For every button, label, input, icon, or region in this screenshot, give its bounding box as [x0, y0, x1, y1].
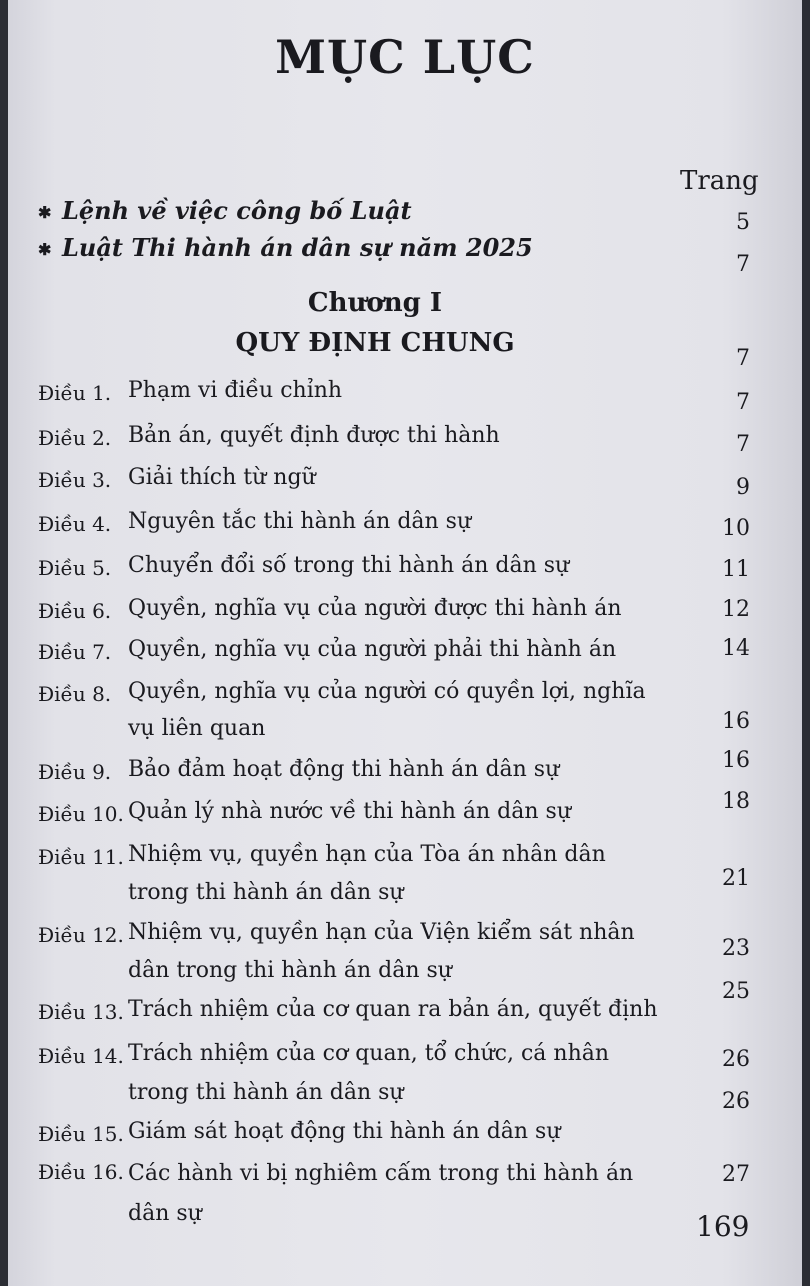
- article-page: 18: [722, 789, 750, 814]
- entry-text: Lệnh về việc công bố Luật: [62, 196, 412, 225]
- article-page: 14: [722, 636, 750, 661]
- page-number: 169: [696, 1210, 750, 1243]
- page-column-label: Trang: [680, 166, 759, 196]
- article-page: 27: [722, 1162, 750, 1187]
- article-page: 7: [736, 432, 750, 457]
- article-number: Điều 11.: [38, 845, 124, 869]
- article-page: 26: [722, 1089, 750, 1114]
- article-title-continued: dân trong thi hành án dân sự: [128, 958, 452, 983]
- chapter-page: 7: [736, 346, 750, 371]
- article-page: 16: [722, 748, 750, 773]
- article-title: Các hành vi bị nghiêm cấm trong thi hành án: [128, 1161, 634, 1186]
- chapter-title: QUY ĐỊNH CHUNG: [235, 328, 515, 358]
- article-page: 25: [722, 979, 750, 1004]
- article-title: Quản lý nhà nước về thi hành án dân sự: [128, 799, 571, 824]
- article-number: Điều 10.: [38, 802, 124, 826]
- article-number: Điều 7.: [38, 640, 112, 664]
- article-title: Giám sát hoạt động thi hành án dân sự: [128, 1119, 561, 1144]
- article-number: Điều 5.: [38, 556, 112, 580]
- article-number: Điều 2.: [38, 426, 112, 450]
- article-title: Trách nhiệm của cơ quan ra bản án, quyết định: [128, 997, 658, 1022]
- article-page: 12: [722, 597, 750, 622]
- page-title: MỤC LỤC: [275, 30, 535, 84]
- article-page: 23: [722, 936, 750, 961]
- article-number: Điều 6.: [38, 599, 112, 623]
- article-page: 10: [722, 516, 750, 541]
- article-page: 21: [722, 866, 750, 891]
- article-number: Điều 14.: [38, 1044, 124, 1068]
- article-title: Nhiệm vụ, quyền hạn của Viện kiểm sát nhân: [128, 920, 635, 945]
- article-number: Điều 13.: [38, 1000, 124, 1024]
- chapter-label: Chương I: [307, 288, 443, 318]
- article-number: Điều 16.: [38, 1160, 124, 1184]
- article-title-continued: vụ liên quan: [128, 716, 266, 741]
- article-title: Quyền, nghĩa vụ của người có quyền lợi, nghĩa: [128, 679, 646, 704]
- article-title: Giải thích từ ngữ: [128, 465, 316, 490]
- article-title: Nhiệm vụ, quyền hạn của Tòa án nhân dân: [128, 842, 606, 867]
- entry-page: 7: [736, 252, 750, 277]
- article-number: Điều 3.: [38, 468, 112, 492]
- asterisk-icon: ✱: [38, 240, 52, 259]
- article-page: 26: [722, 1047, 750, 1072]
- article-number: Điều 9.: [38, 760, 112, 784]
- toc-entry-law: [38, 233, 533, 262]
- asterisk-icon: ✱: [38, 203, 52, 222]
- article-title: Quyền, nghĩa vụ của người phải thi hành án: [128, 637, 617, 662]
- article-title: Quyền, nghĩa vụ của người được thi hành án: [128, 596, 622, 621]
- book-page: [8, 0, 802, 1286]
- article-title: Bản án, quyết định được thi hành: [128, 423, 500, 448]
- article-title-continued: trong thi hành án dân sự: [128, 1080, 404, 1105]
- article-page: 16: [722, 709, 750, 734]
- article-title: Nguyên tắc thi hành án dân sự: [128, 509, 472, 534]
- article-number: Điều 15.: [38, 1122, 124, 1146]
- article-title-continued: dân sự: [128, 1201, 202, 1226]
- article-number: Điều 4.: [38, 512, 112, 536]
- article-page: 7: [736, 390, 750, 415]
- article-number: Điều 12.: [38, 923, 124, 947]
- entry-text: Luật Thi hành án dân sự năm 2025: [62, 233, 533, 262]
- article-title: Chuyển đổi số trong thi hành án dân sự: [128, 553, 570, 578]
- article-title: Phạm vi điều chỉnh: [128, 378, 343, 403]
- article-title-continued: trong thi hành án dân sự: [128, 880, 404, 905]
- article-number: Điều 8.: [38, 682, 112, 706]
- article-page: 11: [722, 557, 750, 582]
- article-title: Trách nhiệm của cơ quan, tổ chức, cá nhân: [128, 1041, 610, 1066]
- toc-entry-decree: [38, 196, 412, 225]
- article-title: Bảo đảm hoạt động thi hành án dân sự: [128, 757, 560, 782]
- entry-page: 5: [736, 210, 750, 235]
- article-page: 9: [736, 475, 750, 500]
- article-number: Điều 1.: [38, 381, 112, 405]
